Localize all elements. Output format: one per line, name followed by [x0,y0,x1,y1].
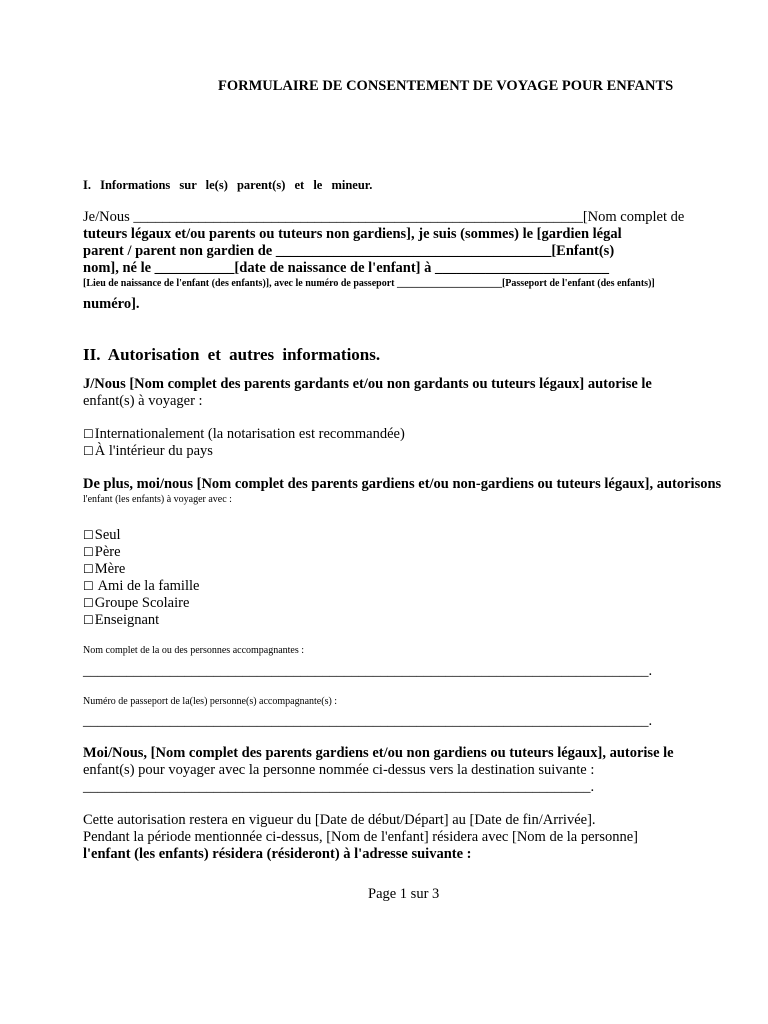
section-1-text-line-6: numéro]. [83,296,140,312]
authorization-3-text: enfant(s) pour voyager avec la personne nommée ci-dessus vers la destination suivante : [83,762,595,778]
document-title: FORMULAIRE DE CONSENTEMENT DE VOYAGE POUR ENFANTS [218,78,674,94]
authorization-3-bold: Moi/Nous, [Nom complet des parents gardiens et/ou non gardiens ou tuteurs légaux], autorise le [83,745,674,761]
checkbox-icon[interactable]: ☐ [83,427,94,441]
checkbox-icon[interactable]: ☐ [83,545,94,559]
travel-option-domestic[interactable] [83,443,213,460]
companion-option-teacher[interactable] [83,612,159,629]
authorization-2-text: l'enfant (les enfants) à voyager avec : [83,494,232,505]
companion-option-label: Seul [94,527,121,543]
section-2-heading: II. Autorisation et autres informations. [83,345,381,364]
travel-option-label: Internationalement (la notarisation est recommandée) [94,426,405,442]
checkbox-icon[interactable]: ☐ [83,579,94,593]
checkbox-icon[interactable]: ☐ [83,444,94,458]
destination-field[interactable]: ______________________________________________________________________. [83,779,595,795]
travel-option-international[interactable] [83,426,405,443]
section-1-text-line-3: parent / parent non gardien de ______________________________________[Enfant(s) [83,243,615,259]
companion-option-label: Mère [94,561,126,577]
authorization-2-bold: De plus, moi/nous [Nom complet des parents gardiens et/ou non-gardiens ou tuteurs légaux], autorisons [83,476,722,492]
checkbox-icon[interactable]: ☐ [83,596,94,610]
authorization-1-text: enfant(s) à voyager : [83,393,203,409]
page-number: Page 1 sur 3 [368,886,440,902]
checkbox-icon[interactable]: ☐ [83,528,94,542]
companion-option-school-group[interactable] [83,595,189,612]
section-1-text-line-5: [Lieu de naissance de l'enfant (des enfants)], avec le numéro de passeport _____________________[Passeport de l'enfant (des enfants)] [83,278,655,289]
section-1-text-line-1: Je/Nous ______________________________________________________________[Nom complet de [83,209,685,225]
section-1-text-line-4: nom], né le ___________[date de naissance de l'enfant] à ________________________ [83,260,610,276]
passport-number-label: Numéro de passeport de la(les) personne(s) accompagnante(s) : [83,696,338,707]
companion-option-mother[interactable] [83,561,125,578]
companion-option-label: Groupe Scolaire [94,595,190,611]
companion-option-label: Ami de la famille [94,578,200,594]
companion-option-alone[interactable] [83,527,121,544]
companion-option-label: Père [94,544,121,560]
travel-option-label: À l'intérieur du pays [94,443,213,459]
residence-statement-1: Pendant la période mentionnée ci-dessus, [Nom de l'enfant] résidera avec [Nom de la personne] [83,829,639,845]
section-1-text-line-2: tuteurs légaux et/ou parents ou tuteurs non gardiens], je suis (sommes) le [gardien légal [83,226,622,242]
companion-option-family-friend[interactable] [83,578,199,595]
residence-statement-2: l'enfant (les enfants) résidera (résideront) à l'adresse suivante : [83,846,472,862]
checkbox-icon[interactable]: ☐ [83,613,94,627]
companion-option-father[interactable] [83,544,121,561]
companion-name-label: Nom complet de la ou des personnes accompagnantes : [83,645,305,656]
section-1-heading: I. Informations sur le(s) parent(s) et le mineur. [83,178,373,192]
passport-number-field[interactable]: ______________________________________________________________________________. [83,713,653,729]
authorization-1-bold: J/Nous [Nom complet des parents gardants et/ou non gardants ou tuteurs légaux] autorise le [83,376,652,392]
companion-option-label: Enseignant [94,612,160,628]
checkbox-icon[interactable]: ☐ [83,562,94,576]
companion-name-field[interactable]: ______________________________________________________________________________. [83,663,653,679]
validity-statement: Cette autorisation restera en vigueur du [Date de début/Départ] au [Date de fin/Arrivée]. [83,812,596,828]
